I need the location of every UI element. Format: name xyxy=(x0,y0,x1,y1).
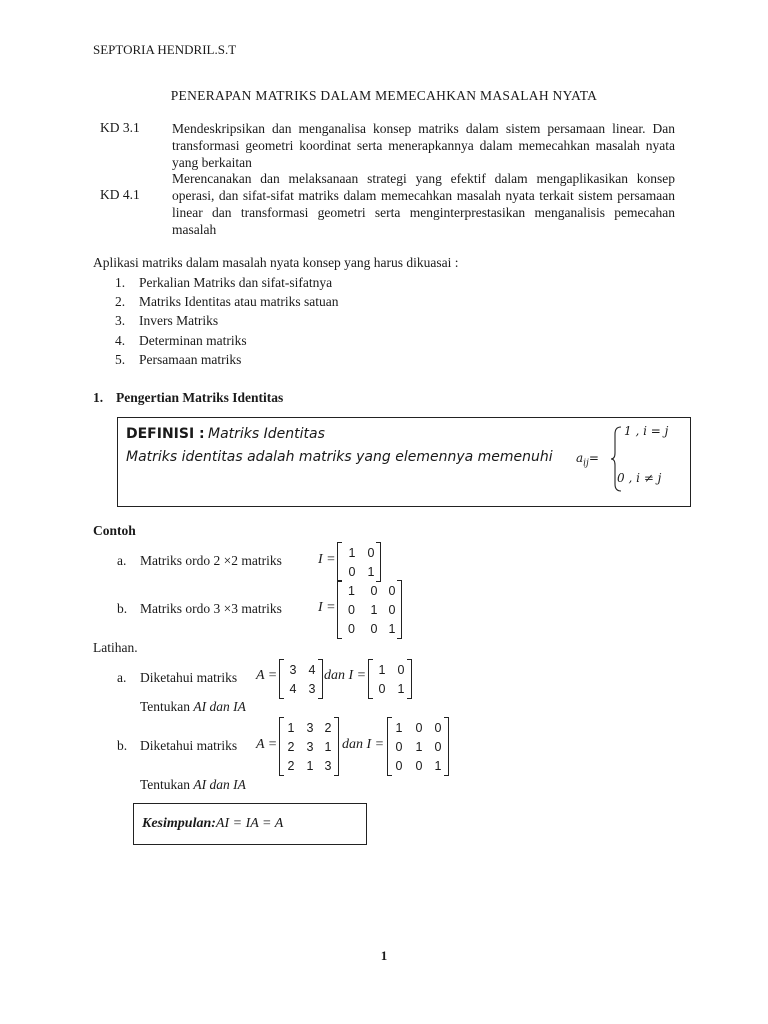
latihan-b-letter: b. xyxy=(117,738,128,753)
definition-text: Matriks identitas adalah matriks yang elemennya memenuhi xyxy=(126,449,553,465)
contoh-a-letter: a. xyxy=(117,553,127,568)
contoh-b-letter: b. xyxy=(117,601,128,616)
definition-label: DEFINISI : xyxy=(126,426,205,442)
contoh-b-var: I = xyxy=(318,600,336,615)
kd-code-2: KD 4.1 xyxy=(100,187,140,202)
definition-case-2: 0 , i ≠ j xyxy=(617,471,662,485)
latihan-b-task: Tentukan AI dan IA xyxy=(140,777,246,792)
document-title: PENERAPAN MATRIKS DALAM MEMECAHKAN MASALAH NYATA xyxy=(170,88,598,103)
contoh-b-text: Matriks ordo 3 ×3 matriks xyxy=(140,601,282,616)
latihan-a-var: A = xyxy=(256,668,278,683)
contoh-b-matrix: 1 0 0 0 1 0 0 0 1 xyxy=(337,580,402,639)
conclusion-box xyxy=(133,803,367,845)
definition-title: Matriks Identitas xyxy=(208,426,325,442)
list-item: 3. Invers Matriks xyxy=(115,313,219,329)
kd-text-1: Mendeskripsikan dan menganalisa konsep matriks dalam sistem persamaan linear. Dan transformasi geometri koordinat serta menerapkannya dalam memecahkan masalah nyata yang berkaitan xyxy=(172,121,675,170)
section-heading: 1. Pengertian Matriks Identitas xyxy=(93,390,284,405)
kd-text-2: Merencanakan dan melaksanaan strategi yang efektif dalam mengaplikasikan konsep operasi, dan sifat-sifat matriks dalam memecahkan masalah nyata terkait sistem persamaan linear dan transformasi geometri serta menginterprestasikan menganalisis pemecahan masalah xyxy=(172,171,675,237)
author-name: SEPTORIA HENDRIL.S.T xyxy=(93,42,237,57)
latihan-b-matrix-i: 1 0 0 0 1 0 0 0 1 xyxy=(387,717,449,776)
definition-aij: $a_{ij}=$ xyxy=(576,451,599,469)
latihan-b-text: Diketahui matriks xyxy=(140,738,238,753)
latihan-a-letter: a. xyxy=(117,670,127,685)
list-item: 4. Determinan matriks xyxy=(115,332,247,348)
latihan-b-dan: dan I = xyxy=(342,737,385,752)
intro-text: Aplikasi matriks dalam masalah nyata konsep yang harus dikuasai : xyxy=(93,255,459,270)
latihan-a-task: Tentukan AI dan IA xyxy=(140,699,246,714)
latihan-heading: Latihan. xyxy=(93,640,138,655)
contoh-a-var: I = xyxy=(318,552,336,567)
definition-case-1: 1 , i = j xyxy=(624,424,669,438)
concept-list xyxy=(115,275,338,371)
latihan-a-dan: dan I = xyxy=(324,668,367,683)
page-number: 1 xyxy=(380,948,388,963)
kd-code-1: KD 3.1 xyxy=(100,120,140,135)
latihan-b-var: A = xyxy=(256,737,278,752)
conclusion-text: Kesimpulan:AI = IA = A xyxy=(142,816,284,831)
latihan-a-matrix-i: 1 0 0 1 xyxy=(368,659,412,699)
definition-box xyxy=(117,417,691,507)
latihan-a-matrix-a: 3 4 4 3 xyxy=(279,659,323,699)
contoh-a-matrix: 1 0 0 1 xyxy=(337,542,381,582)
latihan-b-matrix-a: 1 3 2 2 3 1 2 1 3 xyxy=(279,717,339,776)
list-item: 5. Persamaan matriks xyxy=(115,351,242,367)
list-item: 1. Perkalian Matriks dan sifat-sifatnya xyxy=(115,275,333,290)
contoh-a-text: Matriks ordo 2 ×2 matriks xyxy=(140,553,282,568)
contoh-heading: Contoh xyxy=(93,523,136,538)
list-item: 2. Matriks Identitas atau matriks satuan xyxy=(115,294,339,310)
latihan-a-text: Diketahui matriks xyxy=(140,670,238,685)
